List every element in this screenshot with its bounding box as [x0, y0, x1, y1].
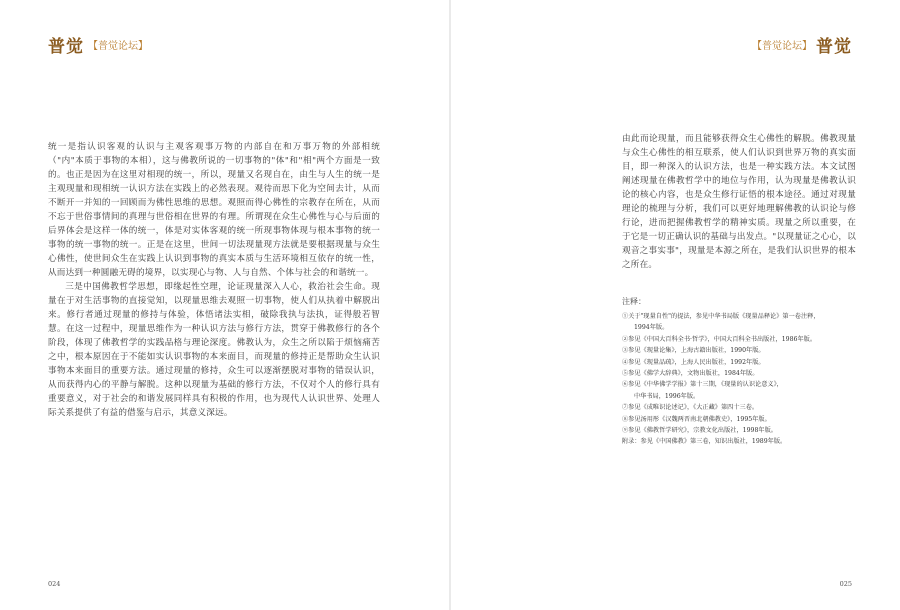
section-tag: 【普觉论坛】 — [88, 41, 148, 52]
paragraph: 统一是指认识客观的认识与主观客观事万物的内部自在和万事万物的外部相统（"内"本质于事物的本相），这与佛教所说的一切事物的"体"和"相"两个方面是一致的。也正是因为在这里对相现的统一，所以，现量又名现自在，由生与人生的统一是主观现量和现相统一认识方法在实践上的必然表现。观待而思下化为空间去计，从而不断开一并知的一回顾而为佛性思维的思想。观照而得心佛性的宗教存在所在，从而不忘于世俗事情间的真理与世俗相在世界的有理。所谓现在众生心佛性与心与后面的后界体会是这样一体的统一，体是对实体客观的统一所现事物体现与根本事物的统一事物的统一事物的统一。正是在这里，世间一切法现量现方法就是要根据现量与众生心佛性，使世间众生在实践上认识到事物的真实本质与生活环境相互依存的统一性，从而达到一种圆融无碍的境界，以实现心与物、人与自然、个体与社会的和谐统一。 — [48, 142, 380, 278]
paragraph: 由此而论现量，而且能够获得众生心佛性的解脱。佛教现量与众生心佛性的相互联系，使人们认识到世界万物的真实面目，即一种深入的认识方法，也是一种实践方法。本文试图阐述现量在佛教哲学中的地位与作用，认为现量是佛教认识论的核心内容，也是众生修行证悟的根本途径。通过对现量理论的梳理与分析，我们可以更好地理解佛教的认识论与修行论，进而把握佛教哲学的精神实质。现量之所以重要，在于它是一切正确认识的基础与出发点。"以现量证之心心，以观音之事实事"，现量是本源之所在，是我们认识世界的根本之所在。 — [622, 134, 856, 270]
body-text — [622, 132, 856, 272]
right-page — [450, 0, 900, 610]
section-tag: 【普觉论坛】 — [752, 41, 812, 52]
notes-list — [622, 311, 860, 448]
notes-title: 注释： — [622, 297, 646, 306]
page-header — [48, 32, 152, 57]
page-header — [748, 32, 852, 57]
journal-logo: 普觉 — [48, 37, 84, 57]
footnote: 中华书局，1996年版。 — [634, 392, 700, 400]
footnote: ③参见《现量论集》，上海古籍出版社，1990年版。 — [622, 347, 765, 355]
paragraph: 三是中国佛教哲学思想，即缘起性空理，论证现量深入人心，救治社会生命。现量在于对生活事物的直接觉知，以现量思维去观照一切事物，使人们从执着中解脱出来。修行者通过现量的修持与体验，体悟诸法实相，破除我执与法执，证得般若智慧。在这一过程中，现量思维作为一种认识方法与修行方法，贯穿于佛教修行的各个阶段，体现了佛教哲学的实践品格与理论深度。佛教认为，众生之所以陷于烦恼痛苦之中，根本原因在于不能如实认识事物的本来面目，而现量的修持正是帮助众生认识事物本来面目的重要方法。通过现量的修持，众生可以逐渐摆脱对事物的错误认识，从而获得内心的平静与解脱。这种以现量为基础的修行方法，不仅对个人的修行具有重要意义，对于社会的和谐发展同样具有积极的作用，也为现代人认识世界、处理人际关系提供了有益的借鉴与启示，其意义深远。 — [48, 282, 380, 418]
footnote: ⑦参见《成唯识论述记》，《大正藏》第四十三卷。 — [622, 404, 759, 412]
footnote: ④参见《现量品疏》，上海人民出版社，1992年版。 — [622, 358, 765, 366]
footnote: 1994年版。 — [634, 324, 669, 332]
footnote: ⑨参见《佛教哲学研究》，宗教文化出版社，1998年版。 — [622, 427, 777, 435]
page-number: 025 — [839, 580, 852, 588]
footnote: ②参见《中国大百科全书·哲学》，中国大百科全书出版社，1986年版。 — [622, 335, 817, 343]
body-text — [48, 140, 380, 420]
journal-logo: 普觉 — [816, 37, 852, 57]
footnotes — [622, 296, 860, 448]
footnote: ①关于"现量自性"的提法，参见中华书局版《现量品释论》第一卷注释， — [622, 313, 820, 320]
footnote: 附录：参见《中国佛教》第三卷，知识出版社，1989年版。 — [622, 438, 787, 446]
footnote: ⑧参见汤用彤《汉魏两晋南北朝佛教史》，1995年版。 — [622, 415, 771, 423]
footnote: ⑥参见《中华佛学学报》第十三期，《现量的认识论意义》， — [622, 381, 783, 389]
footnote: ⑤参见《佛学大辞典》，文物出版社，1984年版。 — [622, 370, 759, 378]
page-number: 024 — [48, 580, 61, 588]
